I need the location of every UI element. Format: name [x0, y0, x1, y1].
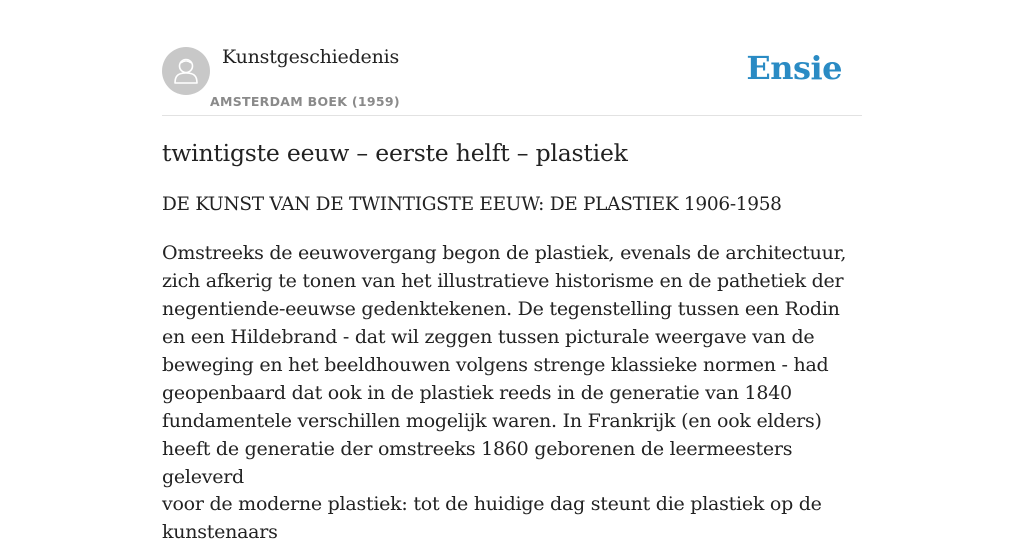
- book-subtitle: AMSTERDAM BOEK (1959): [210, 94, 400, 109]
- user-icon-graphic: [162, 47, 210, 95]
- article-paragraph: voor de moderne plastiek: tot de huidige dag steunt die plastiek op de kunstenaars: [162, 493, 822, 543]
- header: [162, 0, 862, 116]
- article-title: twintigste eeuw – eerste helft – plastiek: [162, 139, 628, 167]
- book-title[interactable]: Kunstgeschiedenis: [222, 46, 400, 68]
- user-icon[interactable]: [162, 47, 210, 95]
- brand-logo[interactable]: Ensie: [746, 49, 842, 87]
- section-heading: DE KUNST VAN DE TWINTIGSTE EEUW: DE PLASTIEK 1906-1958: [162, 194, 782, 215]
- article-paragraph: Omstreeks de eeuwovergang begon de plastiek, evenals de architectuur, zich afkerig te tonen van het illustratieve historisme en de pathetiek der negentiende-eeuwse gedenktekenen. De tegenstelling tussen een Rodin en een Hildebrand - dat wil zeggen tussen picturale weergave van de beweging en het beeldhouwen volgens strenge klassieke normen - had geopenbaard dat ook in de plastiek reeds in de generatie van 1840 fundamentele verschillen mogelijk waren. In Frankrijk (en ook elders) heeft de generatie der omstreeks 1860 geborenen de leermeesters geleverd: [162, 242, 847, 488]
- page: [162, 0, 862, 543]
